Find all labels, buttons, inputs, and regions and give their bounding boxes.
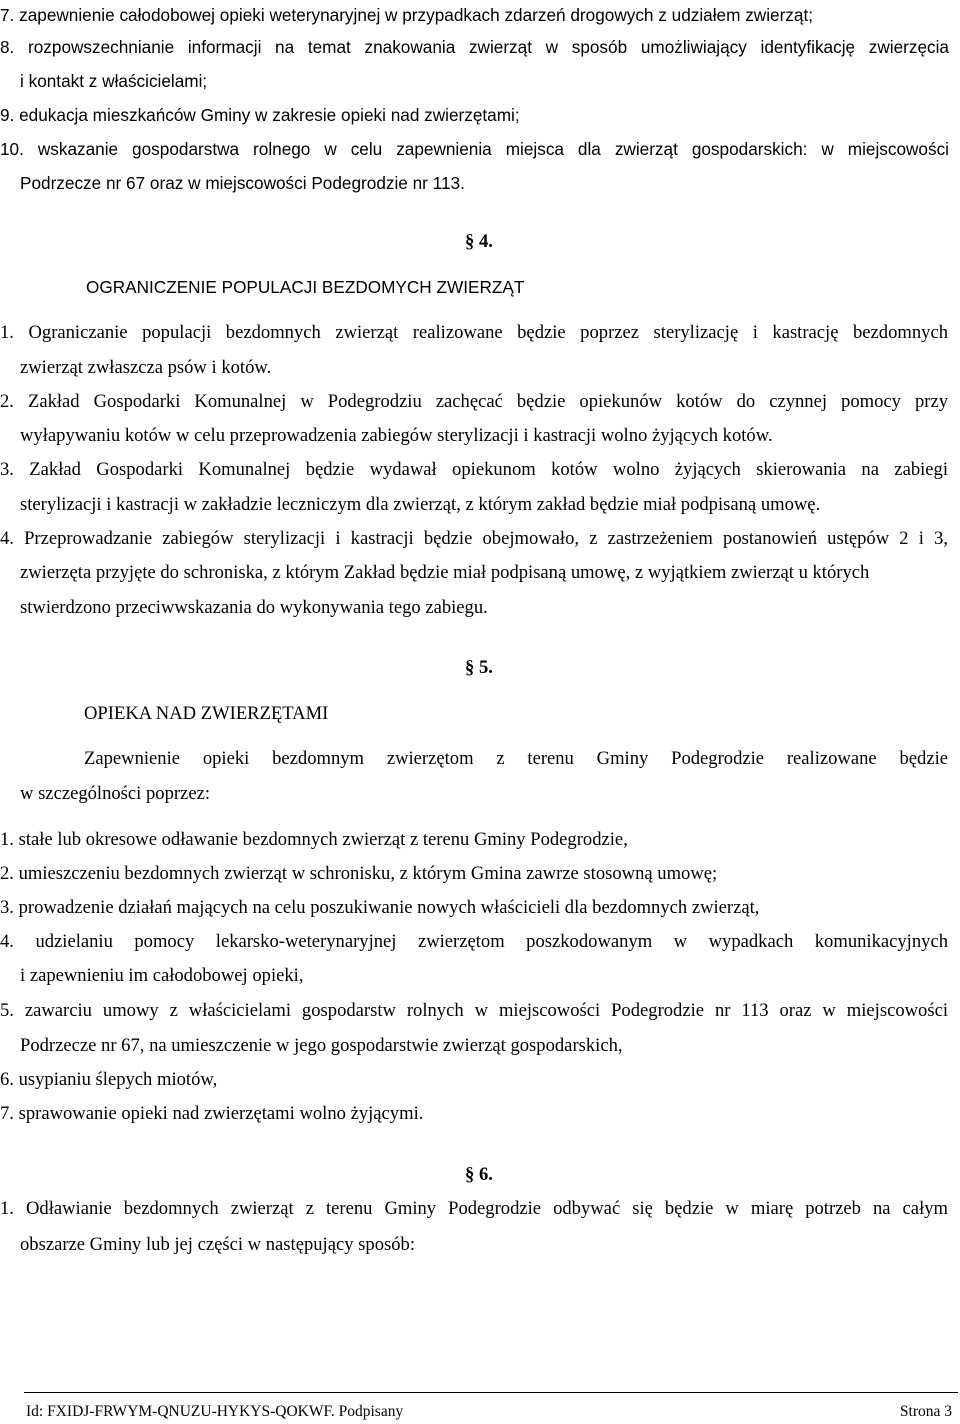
footer-divider: [24, 1392, 958, 1393]
section-6-p1-line1: 1. Odławianie bezdomnych zwierząt z terenu Gminy Podegrodzie odbywać się będzie w miarę potrzeb na całym: [0, 1198, 948, 1219]
section-4-p2-line1: 2. Zakład Gospodarki Komunalnej w Podegrodziu zachęcać będzie opiekunów kotów do czynnej pomocy przy: [0, 391, 948, 412]
section-4-p3-line2: sterylizacji i kastracji w zakładzie leczniczym dla zwierząt, z którym zakład będzie miał podpisaną umowę.: [20, 494, 821, 515]
section-5-item-1: 1. stałe lub okresowe odławanie bezdomnych zwierząt z terenu Gminy Podegrodzie,: [0, 829, 628, 850]
section-4-p1-line1: 1. Ograniczanie populacji bezdomnych zwierząt realizowane będzie poprzez sterylizację i kastrację bezdomnych: [0, 322, 948, 343]
paragraph-4-heading: § 4.: [465, 231, 493, 252]
paragraph-5-heading: § 5.: [465, 657, 493, 678]
section-5-item-3: 3. prowadzenie działań mających na celu poszukiwanie nowych właścicieli dla bezdomnych zwierząt,: [0, 897, 760, 918]
section-5-item-4-line1: 4. udzielaniu pomocy lekarsko-weterynaryjnej zwierzętom poszkodowanym w wypadkach komunikacyjnych: [0, 931, 948, 952]
section-4-p4-line3: stwierdzono przeciwwskazania do wykonywania tego zabiegu.: [20, 597, 488, 618]
section-5-item-4-line2: i zapewnieniu im całodobowej opieki,: [20, 965, 304, 986]
section-4-p3-line1: 3. Zakład Gospodarki Komunalnej będzie wydawał opiekunom kotów wolno żyjących skierowania na zabiegi: [0, 459, 948, 480]
list-item-10-line1: 10. wskazanie gospodarstwa rolnego w celu zapewnienia miejsca dla zwierząt gospodarskich: w miejscowości: [0, 139, 949, 159]
section-4-p1-line2: zwierząt zwłaszcza psów i kotów.: [20, 357, 272, 378]
section-5-intro-line2: w szczególności poprzez:: [20, 783, 210, 804]
footer-document-id: Id: FXIDJ-FRWYM-QNUZU-HYKYS-QOKWF. Podpisany: [26, 1403, 404, 1420]
section-5-item-6: 6. usypianiu ślepych miotów,: [0, 1069, 218, 1090]
section-5-item-5-line1: 5. zawarciu umowy z właścicielami gospodarstw rolnych w miejscowości Podegrodzie nr 113 oraz w miejscowości: [0, 1000, 948, 1021]
section-5-item-5-line2: Podrzecze nr 67, na umieszczenie w jego gospodarstwie zwierząt gospodarskich,: [20, 1035, 623, 1056]
paragraph-6-heading: § 6.: [465, 1164, 493, 1185]
section-5-item-2: 2. umieszczeniu bezdomnych zwierząt w schronisku, z którym Gmina zawrze stosowną umowę;: [0, 863, 718, 884]
list-item-8-line1: 8. rozpowszechnianie informacji na temat znakowania zwierząt w sposób umożliwiający identyfikację zwierzęcia: [0, 37, 949, 57]
section-4-p4-line1: 4. Przeprowadzanie zabiegów sterylizacji i kastracji będzie obejmowało, z zastrzeżeniem postanowień ustępów 2 i 3,: [0, 528, 948, 549]
section-4-p4-line2: zwierzęta przyjęte do schroniska, z którym Zakład będzie miał podpisaną umowę, z wyjątkiem zwierząt u których: [20, 562, 870, 583]
section-6-p1-line2: obszarze Gminy lub jej części w następujący sposób:: [20, 1234, 415, 1255]
list-item-7: 7. zapewnienie całodobowej opieki weterynaryjnej w przypadkach zdarzeń drogowych z udziałem zwierząt;: [0, 5, 814, 25]
section-4-p2-line2: wyłapywaniu kotów w celu przeprowadzenia zabiegów sterylizacji i kastracji wolno żyjących kotów.: [20, 425, 773, 446]
list-item-10-line2: Podrzecze nr 67 oraz w miejscowości Podegrodzie nr 113.: [20, 173, 465, 193]
section-5-intro-line1: Zapewnienie opieki bezdomnym zwierzętom z terenu Gminy Podegrodzie realizowane będzie: [84, 748, 948, 769]
list-item-9: 9. edukacja mieszkańców Gminy w zakresie opieki nad zwierzętami;: [0, 105, 520, 125]
footer-page-number: Strona 3: [899, 1403, 952, 1420]
section-4-title: OGRANICZENIE POPULACJI BEZDOMYCH ZWIERZĄT: [86, 277, 525, 297]
section-5-item-7: 7. sprawowanie opieki nad zwierzętami wolno żyjącymi.: [0, 1103, 424, 1124]
section-5-title: OPIEKA NAD ZWIERZĘTAMI: [84, 703, 329, 724]
list-item-8-line2: i kontakt z właścicielami;: [20, 71, 208, 91]
